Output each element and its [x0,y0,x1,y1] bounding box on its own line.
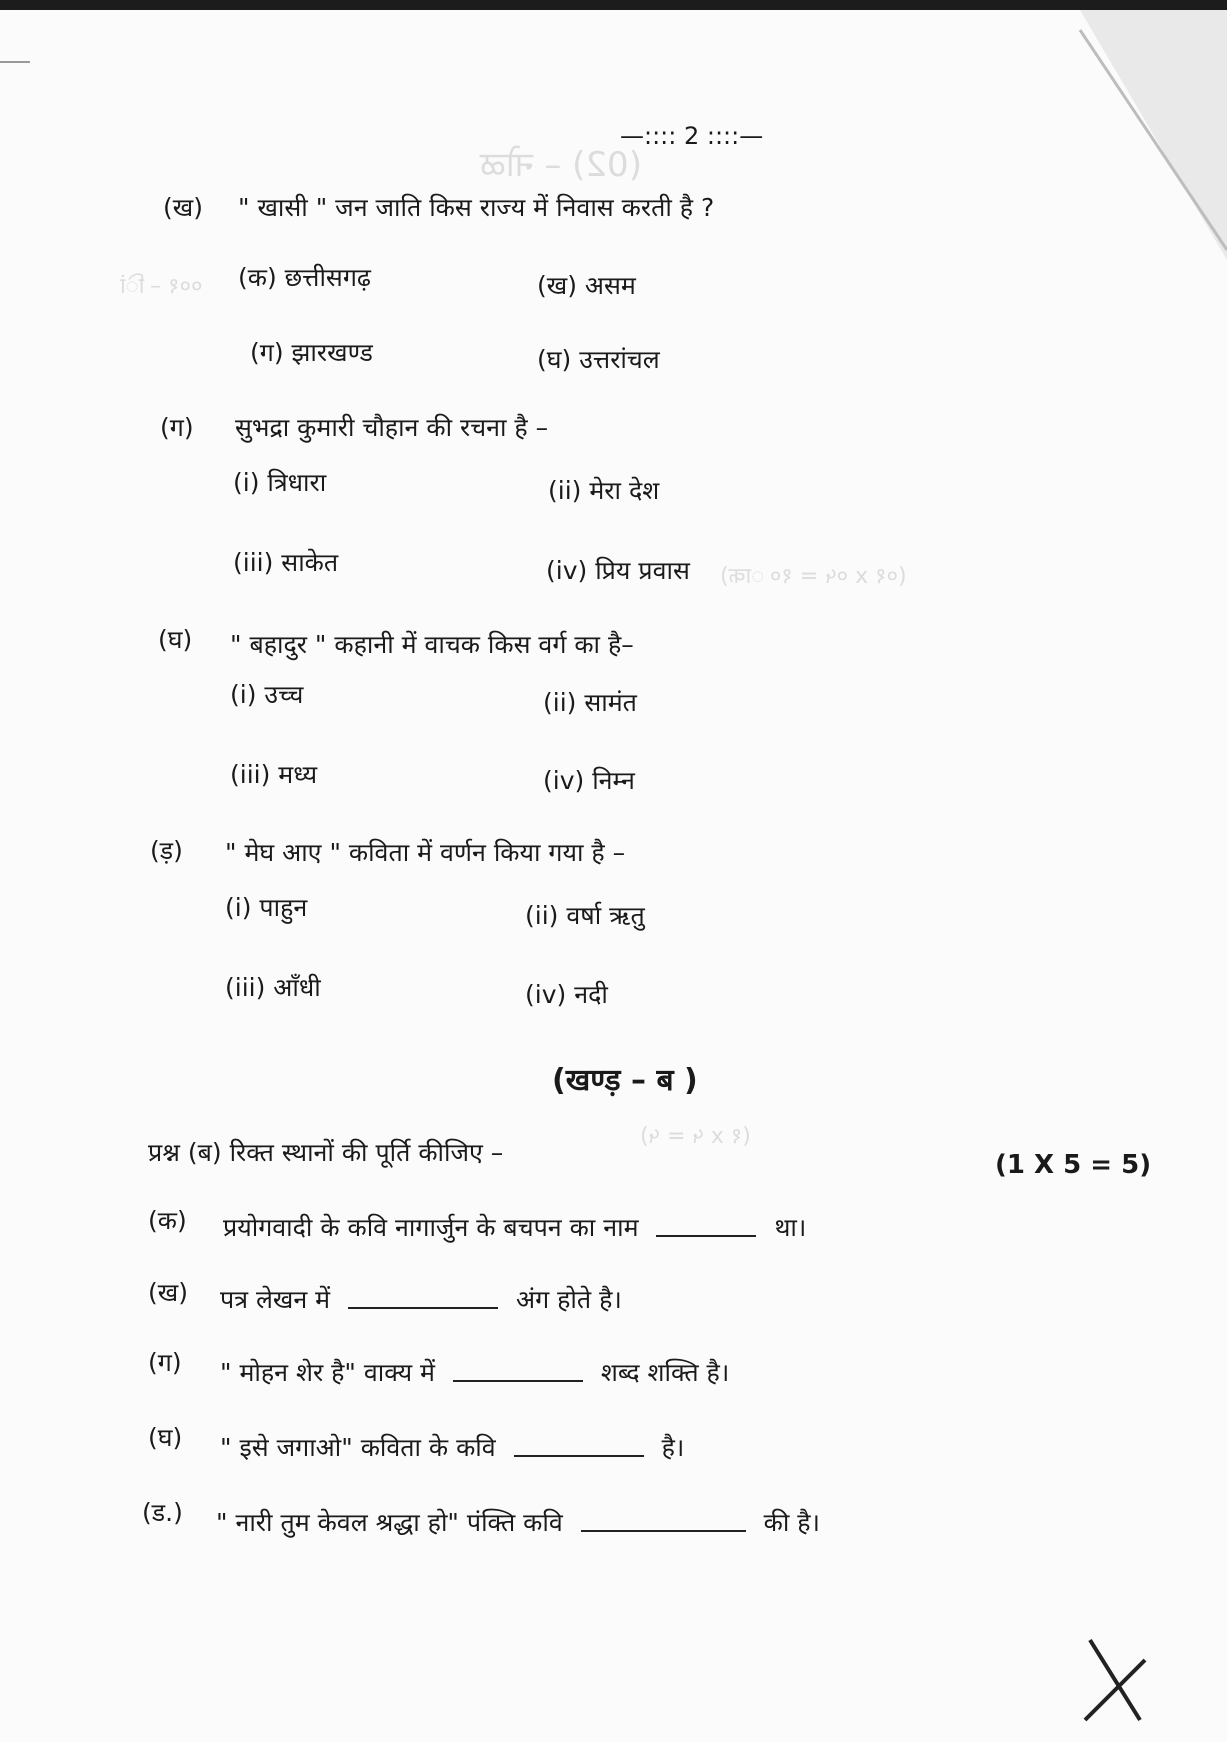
bleed-through-text: ००१ – ािं [120,274,203,299]
blank-item [220,1430,684,1464]
blank-item-number: (ग) [148,1348,182,1377]
question-text: सुभद्रा कुमारी चौहान की रचना है – [235,413,549,442]
blank-item-number: (घ) [148,1423,183,1452]
option: (iii) साकेत [233,548,339,577]
blank-line [581,1516,746,1532]
option: (iv) प्रिय प्रवास [546,556,690,585]
question-text: " मेघ आए " कविता में वर्णन किया गया है – [225,838,626,867]
blank-item-text: " मोहन शेर है" वाक्य में [220,1358,436,1387]
option: (iii) आँधी [225,973,321,1002]
blank-item-text: शब्द शक्ति है। [600,1358,730,1387]
question-text: " बहादुर " कहानी में वाचक किस वर्ग का है– [230,630,634,659]
question-number: (ग) [160,413,194,442]
option: (i) उच्च [230,680,304,709]
option: (iii) मध्य [230,760,318,789]
option: (i) त्रिधारा [233,468,327,497]
blank-item-number: (ख) [148,1278,188,1307]
blank-line [453,1366,583,1382]
blank-item-text: था। [774,1213,807,1242]
blank-item-number: (ड.) [142,1498,183,1527]
blank-item [216,1505,820,1539]
blank-item-text: की है। [763,1508,821,1537]
blank-item-text: " इसे जगाओ" कविता के कवि [220,1433,496,1462]
option: (iv) निम्न [543,766,635,795]
question-text: " खासी " जन जाति किस राज्य में निवास करती है ? [238,193,715,222]
signature-mark [1085,1640,1145,1720]
blank-line [656,1221,756,1237]
blank-item-text: है। [661,1433,685,1462]
option: (ii) सामंत [543,688,637,717]
instruction-text: प्रश्न (ब) रिक्त स्थानों की पूर्ति कीजिए – [148,1138,504,1167]
bleed-through-text: (02) – नोळ [480,145,642,185]
option: (ii) वर्षा ऋतु [525,901,645,930]
option: (घ) उत्तरांचल [537,345,660,374]
option: (ii) मेरा देश [548,476,660,505]
blank-item [220,1282,622,1316]
blank-item-text: " नारी तुम केवल श्रद्धा हो" पंक्ति कवि [216,1508,563,1537]
blank-item [223,1210,806,1244]
blank-item [220,1355,729,1389]
bleed-through-text: (१ x ५ = ५) [640,1124,751,1149]
blank-item-number: (क) [148,1206,187,1235]
option: (i) पाहुन [225,893,308,922]
blank-item-text: प्रयोगवादी के कवि नागार्जुन के बचपन का नाम [223,1213,639,1242]
option: (iv) नदी [525,980,608,1009]
question-number: (ख) [163,193,203,222]
blank-item-text: पत्र लेखन में [220,1285,331,1314]
blank-item-text: अंग होते है। [516,1285,622,1314]
section-heading: (खण्ड़ – ब ) [552,1063,698,1098]
question-number: (ड़) [150,836,183,865]
page-number: —:::: 2 ::::— [620,122,764,150]
blank-line [348,1293,498,1309]
option: (ख) असम [537,271,636,300]
blank-line [514,1441,644,1457]
option: (क) छत्तीसगढ़ [238,263,371,292]
bleed-through-text: (०१ x ०५ = १० ाक) [720,564,907,589]
marks-allocation: (1 X 5 = 5) [995,1150,1152,1180]
option: (ग) झारखण्ड [250,338,373,367]
question-number: (घ) [158,625,193,654]
